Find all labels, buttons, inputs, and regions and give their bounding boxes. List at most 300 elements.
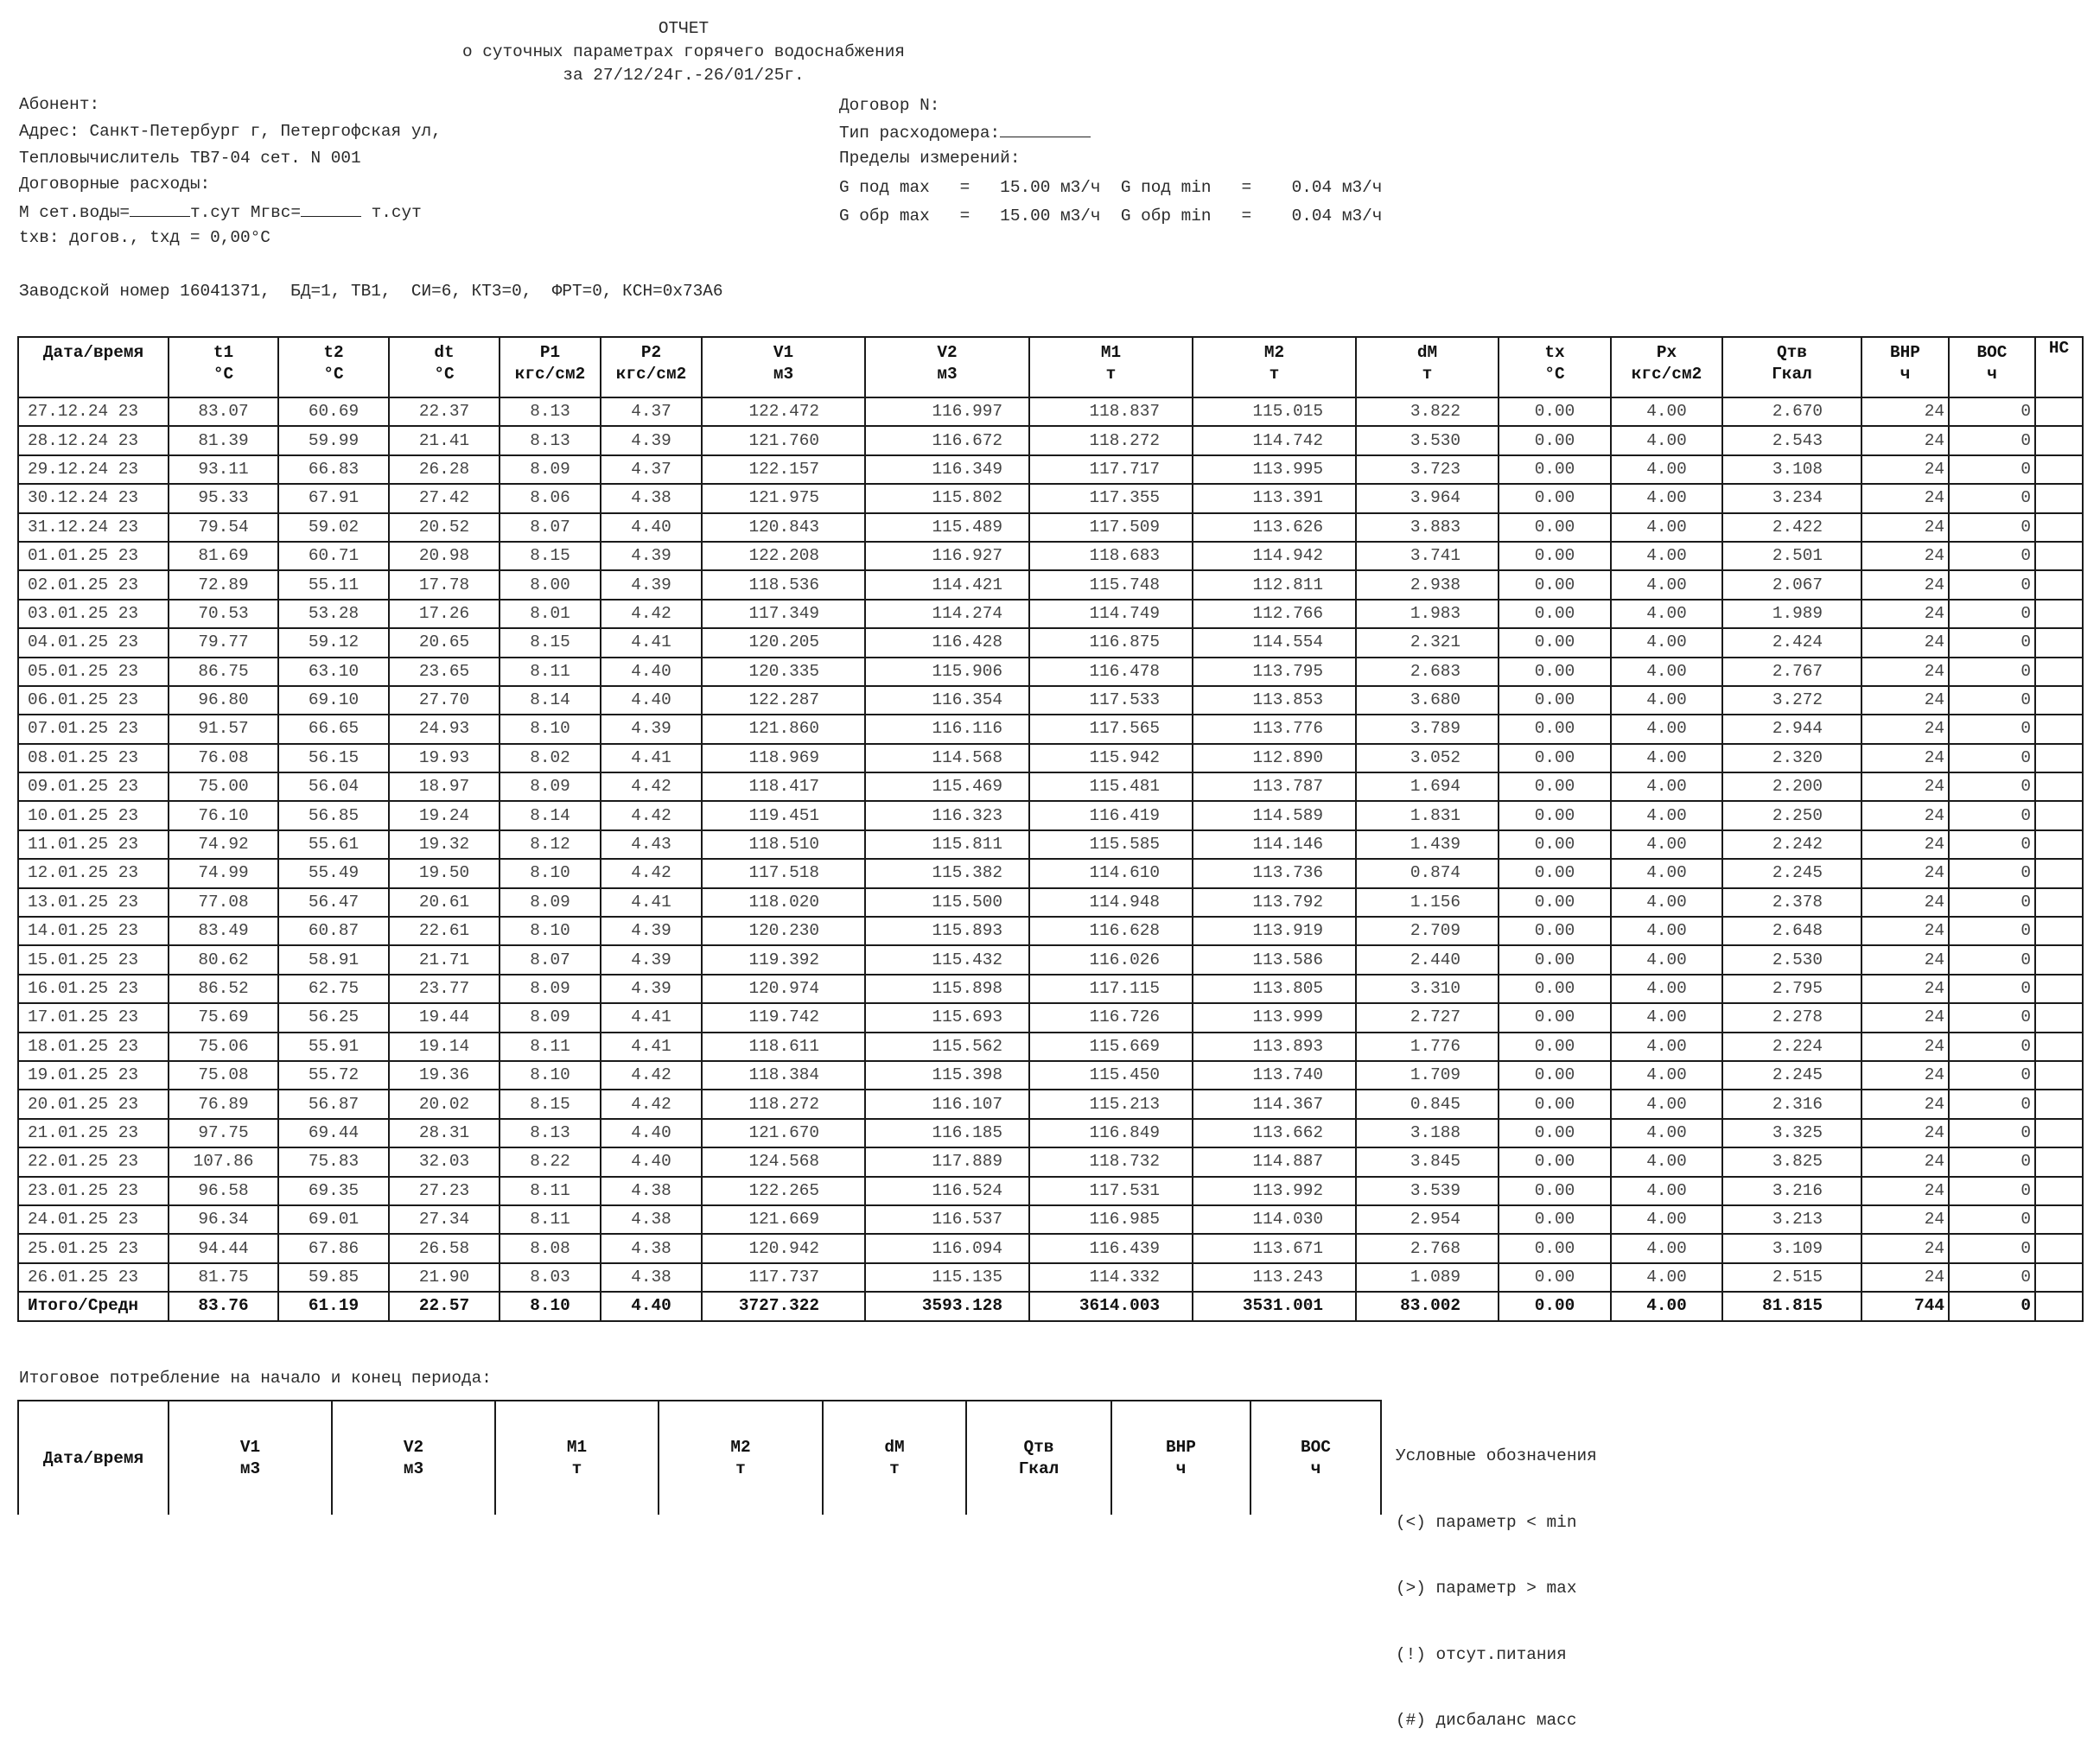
- cell-v1: 120.230: [702, 917, 865, 945]
- cell-datetime: 16.01.25 23: [18, 975, 169, 1003]
- cell-dm: 83.002: [1356, 1292, 1499, 1320]
- summary-column-header: [966, 1401, 1111, 1515]
- cell-m2: 115.015: [1193, 397, 1356, 426]
- column-name: Qтв: [1023, 1438, 1054, 1457]
- cell-m1: 117.717: [1029, 455, 1193, 484]
- cell-вос: 0: [1949, 570, 2035, 599]
- cell-v2: 115.811: [865, 830, 1029, 859]
- column-unit: т: [735, 1459, 746, 1478]
- cell-m2: 113.671: [1193, 1234, 1356, 1262]
- cell-px: 4.00: [1611, 1033, 1722, 1061]
- cell-m1: 115.450: [1029, 1061, 1193, 1090]
- cell-вос: 0: [1949, 1061, 2035, 1090]
- cell-внр: 24: [1861, 1177, 1949, 1205]
- column-unit: °C: [434, 365, 455, 384]
- cell-m2: 113.243: [1193, 1263, 1356, 1292]
- cell-t1: 97.75: [169, 1119, 278, 1147]
- cell-p1: 8.06: [500, 484, 601, 512]
- column-unit: кгс/см2: [1631, 365, 1702, 384]
- cell-qтв: 2.767: [1722, 658, 1861, 686]
- cell-dt: 27.42: [389, 484, 500, 512]
- cell-dm: 1.831: [1356, 801, 1499, 829]
- cell-v2: 116.323: [865, 801, 1029, 829]
- table-row: [18, 397, 2083, 426]
- cell-нс: [2035, 570, 2083, 599]
- cell-dt: 27.34: [389, 1205, 500, 1234]
- cell-t2: 55.72: [278, 1061, 389, 1090]
- cell-v1: 119.451: [702, 801, 865, 829]
- column-unit: т: [571, 1459, 582, 1478]
- cell-m1: 115.669: [1029, 1033, 1193, 1061]
- cell-qтв: 2.944: [1722, 715, 1861, 743]
- column-name: M1: [1100, 343, 1122, 362]
- column-name: ВОС: [1976, 343, 2008, 362]
- cell-px: 4.00: [1611, 801, 1722, 829]
- cell-dm: 0.874: [1356, 859, 1499, 887]
- cell-datetime: 01.01.25 23: [18, 542, 169, 570]
- column-header: [1611, 337, 1722, 397]
- cell-m2: 113.919: [1193, 917, 1356, 945]
- cell-px: 4.00: [1611, 1263, 1722, 1292]
- cell-t2: 60.69: [278, 397, 389, 426]
- cell-p1: 8.11: [500, 658, 601, 686]
- cell-qтв: 81.815: [1722, 1292, 1861, 1320]
- cell-внр: 24: [1861, 484, 1949, 512]
- cell-datetime: 27.12.24 23: [18, 397, 169, 426]
- cell-t2: 63.10: [278, 658, 389, 686]
- cell-datetime: 09.01.25 23: [18, 772, 169, 801]
- cell-t1: 75.00: [169, 772, 278, 801]
- column-unit: м3: [403, 1459, 424, 1478]
- cell-tx: 0.00: [1499, 801, 1611, 829]
- column-name: НС: [2048, 339, 2070, 358]
- cell-m1: 116.478: [1029, 658, 1193, 686]
- cell-вос: 0: [1949, 772, 2035, 801]
- cell-qтв: 1.989: [1722, 600, 1861, 628]
- column-name: dM: [1416, 343, 1438, 362]
- cell-вос: 0: [1949, 600, 2035, 628]
- cell-t1: 83.07: [169, 397, 278, 426]
- cell-dt: 27.23: [389, 1177, 500, 1205]
- cell-datetime: 23.01.25 23: [18, 1177, 169, 1205]
- cell-нс: [2035, 975, 2083, 1003]
- cell-qтв: 2.278: [1722, 1003, 1861, 1032]
- cell-p2: 4.42: [601, 772, 702, 801]
- table-row: [18, 1177, 2083, 1205]
- cell-datetime: 30.12.24 23: [18, 484, 169, 512]
- cell-v2: 114.421: [865, 570, 1029, 599]
- cell-dt: 19.14: [389, 1033, 500, 1061]
- limits-label: Пределы измерений:: [839, 149, 1021, 168]
- cell-v1: 121.760: [702, 426, 865, 454]
- cell-внр: 24: [1861, 830, 1949, 859]
- cell-tx: 0.00: [1499, 455, 1611, 484]
- cell-m1: 118.683: [1029, 542, 1193, 570]
- cell-m1: 117.355: [1029, 484, 1193, 512]
- cell-p2: 4.39: [601, 542, 702, 570]
- cell-dt: 26.58: [389, 1234, 500, 1262]
- cell-вос: 0: [1949, 859, 2035, 887]
- cell-tx: 0.00: [1499, 484, 1611, 512]
- column-unit: Гкал: [1772, 365, 1812, 384]
- cell-qтв: 2.501: [1722, 542, 1861, 570]
- cell-вос: 0: [1949, 686, 2035, 715]
- cell-m2: 113.992: [1193, 1177, 1356, 1205]
- cell-внр: 24: [1861, 1090, 1949, 1118]
- cell-px: 4.00: [1611, 600, 1722, 628]
- cell-m2: 113.740: [1193, 1061, 1356, 1090]
- cell-t1: 76.10: [169, 801, 278, 829]
- cell-m2: 114.887: [1193, 1147, 1356, 1176]
- cell-p1: 8.09: [500, 772, 601, 801]
- cell-tx: 0.00: [1499, 397, 1611, 426]
- cell-p1: 8.07: [500, 945, 601, 974]
- cell-вос: 0: [1949, 484, 2035, 512]
- cell-px: 4.00: [1611, 1061, 1722, 1090]
- cell-qтв: 3.216: [1722, 1177, 1861, 1205]
- cell-dm: 1.983: [1356, 600, 1499, 628]
- cell-dm: 3.789: [1356, 715, 1499, 743]
- cell-t2: 62.75: [278, 975, 389, 1003]
- cell-v2: 115.432: [865, 945, 1029, 974]
- cell-px: 4.00: [1611, 1234, 1722, 1262]
- g-return-limits: G обр max = 15.00 м3/ч G обр min = 0.04 м3/ч: [839, 207, 1383, 226]
- cell-t2: 53.28: [278, 600, 389, 628]
- cell-m1: 114.332: [1029, 1263, 1193, 1292]
- cell-tx: 0.00: [1499, 859, 1611, 887]
- summary-column-header: [495, 1401, 659, 1515]
- cell-qтв: 2.067: [1722, 570, 1861, 599]
- column-unit: ч: [1310, 1459, 1321, 1478]
- cell-dt: 17.78: [389, 570, 500, 599]
- cell-v2: 115.489: [865, 513, 1029, 542]
- cell-m1: 116.439: [1029, 1234, 1193, 1262]
- cell-qтв: 2.320: [1722, 744, 1861, 772]
- cell-p2: 4.39: [601, 426, 702, 454]
- cell-qтв: 2.378: [1722, 888, 1861, 917]
- cell-v2: 116.672: [865, 426, 1029, 454]
- cell-datetime: 24.01.25 23: [18, 1205, 169, 1234]
- cell-v1: 120.942: [702, 1234, 865, 1262]
- cell-v1: 122.287: [702, 686, 865, 715]
- cell-v1: 117.737: [702, 1263, 865, 1292]
- cell-вос: 0: [1949, 715, 2035, 743]
- cell-нс: [2035, 513, 2083, 542]
- cell-нс: [2035, 945, 2083, 974]
- cell-p2: 4.40: [601, 658, 702, 686]
- cell-dt: 20.61: [389, 888, 500, 917]
- cell-v2: 116.927: [865, 542, 1029, 570]
- cell-m2: 114.589: [1193, 801, 1356, 829]
- cell-tx: 0.00: [1499, 1090, 1611, 1118]
- cell-внр: 24: [1861, 945, 1949, 974]
- cell-dt: 22.61: [389, 917, 500, 945]
- cell-dm: 2.768: [1356, 1234, 1499, 1262]
- contract-flows-line: [19, 200, 422, 223]
- cell-m1: 116.628: [1029, 917, 1193, 945]
- cell-внр: 24: [1861, 1234, 1949, 1262]
- cell-v2: 116.185: [865, 1119, 1029, 1147]
- legend-item-mass-imbalance: (#) дисбаланс масс: [1396, 1711, 1577, 1730]
- column-name: M2: [1263, 343, 1285, 362]
- table-row: [18, 513, 2083, 542]
- cell-qтв: 3.108: [1722, 455, 1861, 484]
- cell-v2: 115.893: [865, 917, 1029, 945]
- table-row: [18, 975, 2083, 1003]
- cell-tx: 0.00: [1499, 1263, 1611, 1292]
- table-row: [18, 628, 2083, 657]
- cell-p2: 4.41: [601, 888, 702, 917]
- summary-column-header: [332, 1401, 495, 1515]
- cell-datetime: 14.01.25 23: [18, 917, 169, 945]
- cell-px: 4.00: [1611, 859, 1722, 887]
- cell-t1: 91.57: [169, 715, 278, 743]
- cell-t1: 96.80: [169, 686, 278, 715]
- cell-px: 4.00: [1611, 975, 1722, 1003]
- cell-t1: 75.06: [169, 1033, 278, 1061]
- cell-p2: 4.43: [601, 830, 702, 859]
- cell-v2: 116.116: [865, 715, 1029, 743]
- cell-m2: 113.795: [1193, 658, 1356, 686]
- cell-v1: 122.472: [702, 397, 865, 426]
- cell-v1: 118.969: [702, 744, 865, 772]
- cell-p1: 8.11: [500, 1033, 601, 1061]
- cell-p2: 4.38: [601, 1205, 702, 1234]
- cell-p1: 8.01: [500, 600, 601, 628]
- cell-вос: 0: [1949, 1119, 2035, 1147]
- column-header: [601, 337, 702, 397]
- cell-v2: 116.107: [865, 1090, 1029, 1118]
- column-unit: кгс/см2: [615, 365, 687, 384]
- cell-v2: 116.537: [865, 1205, 1029, 1234]
- cell-dt: 23.65: [389, 658, 500, 686]
- table-row: [18, 1147, 2083, 1176]
- cell-px: 4.00: [1611, 658, 1722, 686]
- column-unit: Гкал: [1018, 1459, 1060, 1478]
- cell-dt: 24.93: [389, 715, 500, 743]
- table-row: [18, 1090, 2083, 1118]
- cell-tx: 0.00: [1499, 1003, 1611, 1032]
- cell-внр: 24: [1861, 1061, 1949, 1090]
- cell-p1: 8.14: [500, 801, 601, 829]
- column-unit: т: [1105, 365, 1117, 384]
- cell-dt: 21.41: [389, 426, 500, 454]
- cell-вос: 0: [1949, 917, 2035, 945]
- cell-dm: 3.883: [1356, 513, 1499, 542]
- cell-m1: 114.610: [1029, 859, 1193, 887]
- cell-tx: 0.00: [1499, 945, 1611, 974]
- cell-p2: 4.37: [601, 397, 702, 426]
- cell-qтв: 3.825: [1722, 1147, 1861, 1176]
- cell-tx: 0.00: [1499, 658, 1611, 686]
- cell-v1: 118.536: [702, 570, 865, 599]
- summary-column-header: [1111, 1401, 1250, 1515]
- column-name: V1: [239, 1438, 261, 1457]
- cell-datetime: 05.01.25 23: [18, 658, 169, 686]
- cell-нс: [2035, 772, 2083, 801]
- cell-qтв: 2.648: [1722, 917, 1861, 945]
- cell-m1: 116.849: [1029, 1119, 1193, 1147]
- cell-px: 4.00: [1611, 542, 1722, 570]
- cell-t1: 107.86: [169, 1147, 278, 1176]
- cell-вос: 0: [1949, 397, 2035, 426]
- cell-вос: 0: [1949, 542, 2035, 570]
- cell-m1: 3614.003: [1029, 1292, 1193, 1320]
- cell-tx: 0.00: [1499, 975, 1611, 1003]
- cell-p1: 8.13: [500, 426, 601, 454]
- cell-нс: [2035, 715, 2083, 743]
- cell-qтв: 2.200: [1722, 772, 1861, 801]
- column-header: [1949, 337, 2035, 397]
- cell-t2: 60.71: [278, 542, 389, 570]
- cell-v2: 114.274: [865, 600, 1029, 628]
- meter-type-line: [839, 121, 1091, 143]
- cell-v1: 118.510: [702, 830, 865, 859]
- cell-dt: 21.90: [389, 1263, 500, 1292]
- cell-t1: 81.69: [169, 542, 278, 570]
- cell-m2: 112.811: [1193, 570, 1356, 599]
- cell-datetime: 08.01.25 23: [18, 744, 169, 772]
- cell-p2: 4.42: [601, 859, 702, 887]
- cell-qтв: 2.530: [1722, 945, 1861, 974]
- cell-datetime: 13.01.25 23: [18, 888, 169, 917]
- cell-m2: 114.367: [1193, 1090, 1356, 1118]
- cell-tx: 0.00: [1499, 513, 1611, 542]
- column-unit: ч: [1175, 1459, 1187, 1478]
- cell-t2: 56.85: [278, 801, 389, 829]
- table-row: [18, 542, 2083, 570]
- summary-column-header: [169, 1401, 332, 1515]
- cell-t2: 67.91: [278, 484, 389, 512]
- cell-t1: 75.08: [169, 1061, 278, 1090]
- cell-вос: 0: [1949, 830, 2035, 859]
- cell-tx: 0.00: [1499, 570, 1611, 599]
- cell-вос: 0: [1949, 426, 2035, 454]
- column-unit: ч: [1900, 365, 1911, 384]
- cell-p2: 4.41: [601, 628, 702, 657]
- cell-qтв: 3.272: [1722, 686, 1861, 715]
- m-set-label: М сет.воды=: [19, 203, 130, 222]
- cold-water-temp-line: tхв: догов., tхд = 0,00°C: [19, 228, 270, 247]
- cell-t2: 58.91: [278, 945, 389, 974]
- cell-t2: 59.02: [278, 513, 389, 542]
- cell-m2: 113.626: [1193, 513, 1356, 542]
- cell-v2: 116.094: [865, 1234, 1029, 1262]
- cell-v1: 121.670: [702, 1119, 865, 1147]
- cell-p1: 8.14: [500, 686, 601, 715]
- table-row: [18, 570, 2083, 599]
- column-unit: °C: [1544, 365, 1565, 384]
- cell-внр: 24: [1861, 772, 1949, 801]
- cell-внр: 24: [1861, 426, 1949, 454]
- cell-вос: 0: [1949, 1147, 2035, 1176]
- cell-m1: 115.585: [1029, 830, 1193, 859]
- cell-m2: 113.776: [1193, 715, 1356, 743]
- cell-m2: 113.792: [1193, 888, 1356, 917]
- table-row: [18, 830, 2083, 859]
- cell-v2: 115.562: [865, 1033, 1029, 1061]
- cell-p1: 8.15: [500, 628, 601, 657]
- cell-t2: 69.10: [278, 686, 389, 715]
- cell-внр: 24: [1861, 570, 1949, 599]
- column-name: ВОС: [1301, 1438, 1331, 1457]
- cell-p2: 4.38: [601, 1177, 702, 1205]
- address-line: Адрес: Санкт-Петербург г, Петергофская ул,: [19, 122, 442, 141]
- cell-m2: 113.893: [1193, 1033, 1356, 1061]
- cell-px: 4.00: [1611, 570, 1722, 599]
- cell-dm: 2.440: [1356, 945, 1499, 974]
- table-row: [18, 1061, 2083, 1090]
- cell-m1: 117.531: [1029, 1177, 1193, 1205]
- table-row: [18, 658, 2083, 686]
- cell-t2: 56.25: [278, 1003, 389, 1032]
- cell-нс: [2035, 1061, 2083, 1090]
- cell-p1: 8.09: [500, 455, 601, 484]
- cell-m2: 113.586: [1193, 945, 1356, 974]
- cell-px: 4.00: [1611, 426, 1722, 454]
- cell-вос: 0: [1949, 801, 2035, 829]
- cell-dm: 2.321: [1356, 628, 1499, 657]
- cell-m1: 116.026: [1029, 945, 1193, 974]
- cell-dm: 3.741: [1356, 542, 1499, 570]
- cell-qтв: 3.234: [1722, 484, 1861, 512]
- column-name: V1: [773, 343, 794, 362]
- cell-dt: 27.70: [389, 686, 500, 715]
- g-supply-limits: G под max = 15.00 м3/ч G под min = 0.04 м3/ч: [839, 178, 1383, 197]
- cell-внр: 24: [1861, 1205, 1949, 1234]
- cell-p2: 4.40: [601, 1292, 702, 1320]
- cell-t1: 93.11: [169, 455, 278, 484]
- cell-p1: 8.00: [500, 570, 601, 599]
- cell-tx: 0.00: [1499, 715, 1611, 743]
- column-name: Px: [1656, 343, 1677, 362]
- summary-caption: Итоговое потребление на начало и конец периода:: [19, 1369, 492, 1388]
- cell-p1: 8.08: [500, 1234, 601, 1262]
- cell-datetime: 18.01.25 23: [18, 1033, 169, 1061]
- cell-внр: 24: [1861, 628, 1949, 657]
- cell-dt: 17.26: [389, 600, 500, 628]
- cell-v2: 115.898: [865, 975, 1029, 1003]
- cell-datetime: 12.01.25 23: [18, 859, 169, 887]
- cell-qтв: 2.250: [1722, 801, 1861, 829]
- cell-dm: 3.723: [1356, 455, 1499, 484]
- cell-p2: 4.39: [601, 715, 702, 743]
- column-name: Дата/время: [42, 343, 144, 362]
- cell-px: 4.00: [1611, 455, 1722, 484]
- cell-v2: 116.354: [865, 686, 1029, 715]
- cell-нс: [2035, 1119, 2083, 1147]
- cell-m1: 115.748: [1029, 570, 1193, 599]
- cell-p2: 4.41: [601, 744, 702, 772]
- cell-dt: 26.28: [389, 455, 500, 484]
- table-row: [18, 455, 2083, 484]
- cell-tx: 0.00: [1499, 1205, 1611, 1234]
- cell-datetime: 04.01.25 23: [18, 628, 169, 657]
- cell-m1: 117.115: [1029, 975, 1193, 1003]
- cell-dt: 20.65: [389, 628, 500, 657]
- legend: [1396, 1401, 1597, 1754]
- cell-v1: 118.384: [702, 1061, 865, 1090]
- cell-p1: 8.15: [500, 542, 601, 570]
- cell-v1: 121.669: [702, 1205, 865, 1234]
- table-row: [18, 1234, 2083, 1262]
- cell-px: 4.00: [1611, 1147, 1722, 1176]
- cell-datetime: 03.01.25 23: [18, 600, 169, 628]
- cell-dt: 22.37: [389, 397, 500, 426]
- cell-tx: 0.00: [1499, 1234, 1611, 1262]
- cell-px: 4.00: [1611, 1119, 1722, 1147]
- cell-v1: 120.335: [702, 658, 865, 686]
